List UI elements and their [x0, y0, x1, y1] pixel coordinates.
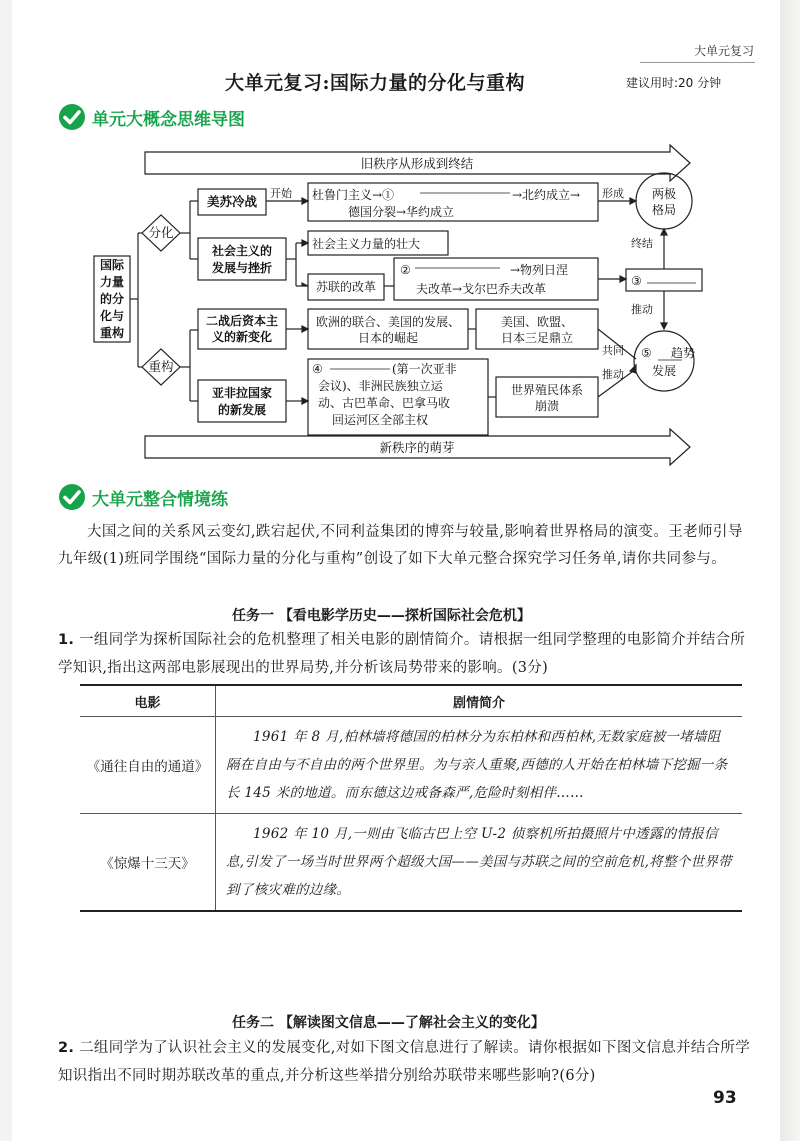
table-header-film: 电影 [80, 685, 216, 717]
question-1-text: 一组同学为探析国际社会的危机整理了相关电影的剧情简介。请根据一组同学整理的电影简介并结合所学知识,指出这两部电影展现出的世界局势,并分析该局势带来的影响。(3分) [58, 632, 746, 676]
root-label-2: 力量 [99, 275, 125, 289]
multipolar-a: ⑤ [641, 346, 652, 360]
question-2-number: 2. [58, 1040, 75, 1056]
tripolar-2: 日本三足鼎立 [500, 331, 574, 345]
question-2-text: 二组同学为了认识社会主义的发展变化,对如下图文信息进行了解读。请你根据如下图文信息并结合所学知识指出不同时期苏联改革的重点,并分析这些举措分别给苏联带来哪些影响?(6分) [58, 1040, 751, 1084]
branch-divide-label: 分化 [148, 225, 174, 240]
branch-rebuild-label: 重构 [148, 359, 174, 374]
bipolar-label-2: 格局 [651, 203, 677, 217]
film-table [80, 684, 742, 912]
label-push: 推动 [631, 303, 653, 316]
circle-multipolar [634, 331, 694, 391]
reform-chain-1b: →物列日涅 [510, 263, 569, 277]
check-badge-icon [58, 103, 86, 131]
bottom-arrow-label: 新秩序的萌芽 [379, 440, 455, 455]
cold-war-label: 美苏冷战 [206, 194, 258, 209]
capitalism-label-2: 义的新变化 [211, 330, 273, 344]
page-edge [780, 0, 800, 1141]
capitalism-label-1: 二战后资本主 [205, 314, 279, 328]
top-arrow-label: 旧秩序从形成到终结 [360, 156, 474, 171]
table-row [80, 717, 742, 814]
task1-title: 任务一 【看电影学历史——探析国际社会危机】 [232, 608, 531, 624]
header-rule [640, 62, 755, 63]
question-1 [58, 626, 758, 682]
rise-list-1: 欧洲的联合、美国的发展、 [315, 315, 461, 329]
blank3-label: ③ [631, 274, 642, 288]
socialism-label-2: 发展与挫折 [211, 261, 273, 275]
root-label-1: 国际 [99, 258, 125, 272]
colonial-2: 崩溃 [534, 399, 560, 413]
afro-line-3: 动、古巴革命、巴拿马收 [318, 396, 451, 410]
reform-chain-2: 夫改革→戈尔巴乔夫改革 [416, 282, 547, 296]
running-header: 大单元复习 [693, 44, 754, 58]
label-joint-push-2: 推动 [602, 368, 624, 381]
colonial-1: 世界殖民体系 [510, 383, 584, 397]
afro-label-2: 的新发展 [217, 403, 267, 417]
section-heading-mindmap [58, 103, 245, 131]
table-header-plot: 剧情简介 [216, 685, 743, 717]
root-label-3: 的分 [99, 292, 125, 306]
afro-line-4: 回运河区全部主权 [332, 413, 429, 427]
soviet-reform-label: 苏联的改革 [315, 280, 377, 294]
multipolar-b: 趋势 [671, 346, 696, 360]
film-name: 《通往自由的通道》 [80, 717, 216, 814]
afro-line-2: 会议)、非洲民族独立运 [318, 379, 443, 393]
film-plot: 1961 年 8 月,柏林墙将德国的柏林分为东柏林和西柏林,无数家庭被一堵墙阻隔在自由与不自由的两个世界里。为与亲人重聚,西德的人开始在柏林墙下挖掘一条长 145 米的地道。而东德这边戒备森严,危险时刻相伴…… [216, 717, 743, 814]
multipolar-c: 发展 [651, 364, 677, 378]
time-hint: 建议用时:20 分钟 [626, 76, 722, 90]
afro-label-1: 亚非拉国家 [211, 386, 273, 400]
cold-war-chain-1b: →北约成立→ [512, 188, 581, 202]
table-header-row [80, 685, 742, 717]
rise-list-2: 日本的崛起 [357, 331, 419, 345]
film-plot: 1962 年 10 月,一则由飞临古巴上空 U-2 侦察机所拍摄照片中透露的情报信息,引发了一场当时世界两个超级大国——美国与苏联之间的空前危机,将整个世界带到了核灾难的边缘。 [216, 814, 743, 912]
table-row [80, 814, 742, 912]
mindmap-diagram [90, 143, 710, 468]
label-joint-push-1: 共同 [602, 344, 624, 357]
afro-line-1a: ④ [312, 362, 323, 376]
section-heading-text: 单元大概念思维导图 [92, 109, 245, 130]
circle-bipolar [636, 173, 692, 229]
label-end: 终结 [631, 237, 653, 250]
afro-line-1b: (第一次亚非 [392, 362, 457, 376]
reform-chain-1a: ② [400, 263, 411, 277]
question-1-number: 1. [58, 632, 75, 648]
cold-war-chain-1a: 杜鲁门主义→① [312, 188, 395, 202]
section-heading-text: 大单元整合情境练 [92, 489, 228, 510]
tripolar-1: 美国、欧盟、 [500, 315, 574, 329]
socialism-label-1: 社会主义的 [211, 244, 273, 258]
question-2 [58, 1034, 758, 1090]
root-label-4: 化与 [99, 309, 125, 323]
cold-war-chain-2: 德国分裂→华约成立 [348, 205, 455, 219]
page-title: 大单元复习:国际力量的分化与重构 [225, 72, 526, 94]
check-badge-icon [58, 483, 86, 511]
root-label-5: 重构 [99, 326, 125, 340]
label-form: 形成 [602, 187, 624, 200]
socialism-growth-label: 社会主义力量的壮大 [312, 237, 421, 251]
bipolar-label-1: 两极 [651, 187, 677, 201]
page-number: 93 [713, 1088, 737, 1108]
intro-paragraph: 大国之间的关系风云变幻,跌宕起伏,不同利益集团的博弈与较量,影响着世界格局的演变。王老师引导九年级(1)班同学围绕“国际力量的分化与重构”创设了如下大单元整合探究学习任务单,请你共同参与。 [58, 524, 743, 567]
task2-title: 任务二 【解读图文信息——了解社会主义的变化】 [232, 1015, 545, 1031]
film-name: 《惊爆十三天》 [80, 814, 216, 912]
label-start: 开始 [270, 187, 292, 200]
section-heading-practice [58, 483, 228, 511]
